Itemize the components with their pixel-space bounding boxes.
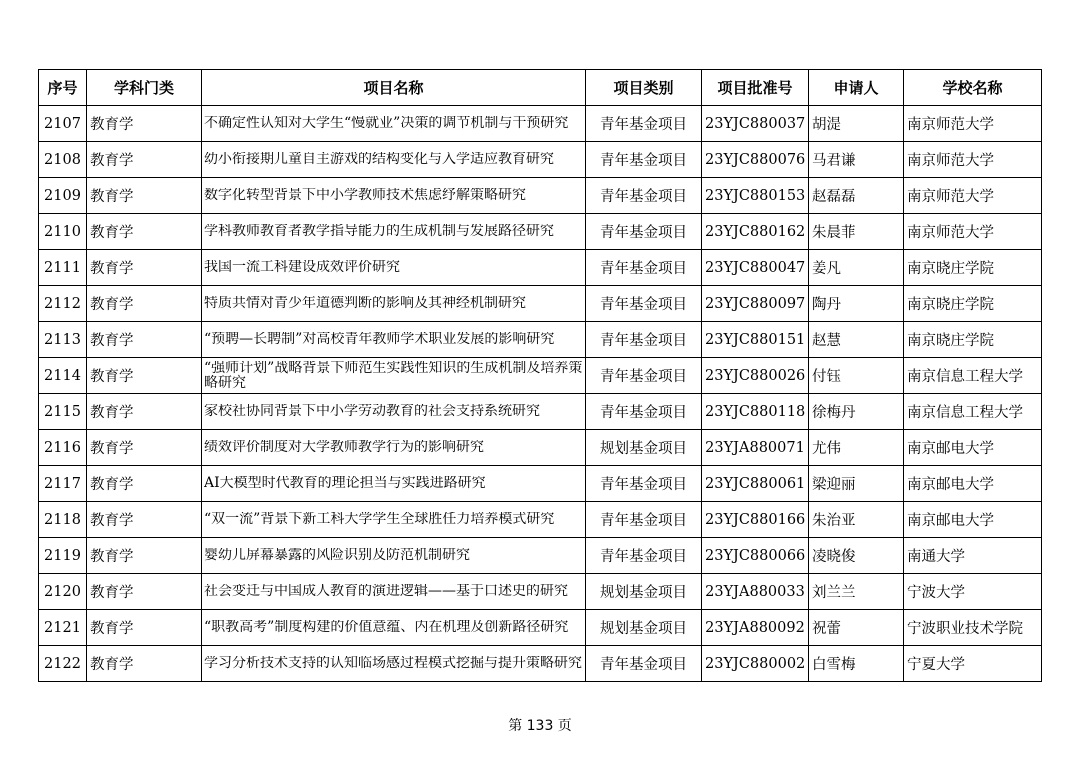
cell-code: 23YJC880153 (702, 178, 809, 214)
cell-title (202, 646, 586, 682)
cell-title-text: 家校社协同背景下中小学劳动教育的社会支持系统研究 (204, 404, 540, 419)
cell-type: 青年基金项目 (586, 466, 702, 502)
cell-no: 2119 (39, 538, 87, 574)
cell-type: 规划基金项目 (586, 430, 702, 466)
cell-code: 23YJA880033 (702, 574, 809, 610)
cell-no: 2114 (39, 358, 87, 394)
table-row (39, 430, 1042, 466)
table-header-row (39, 70, 1042, 106)
table-row (39, 358, 1042, 394)
cell-code: 23YJA880092 (702, 610, 809, 646)
cell-applicant: 姜凡 (809, 250, 904, 286)
cell-no: 2110 (39, 214, 87, 250)
cell-discipline: 教育学 (87, 106, 202, 142)
cell-code: 23YJA880071 (702, 430, 809, 466)
cell-type: 青年基金项目 (586, 646, 702, 682)
table-row (39, 214, 1042, 250)
table-row (39, 394, 1042, 430)
cell-discipline: 教育学 (87, 286, 202, 322)
cell-title-text: “强师计划”战略背景下师范生实践性知识的生成机制及培养策略研究 (204, 360, 583, 391)
cell-discipline: 教育学 (87, 610, 202, 646)
cell-school: 南京邮电大学 (904, 502, 1042, 538)
cell-type: 青年基金项目 (586, 142, 702, 178)
cell-title-text: 不确定性认知对大学生“慢就业”决策的调节机制与干预研究 (204, 116, 569, 131)
cell-title-text: AI大模型时代教育的理论担当与实践进路研究 (204, 476, 486, 491)
cell-discipline: 教育学 (87, 322, 202, 358)
cell-no: 2111 (39, 250, 87, 286)
cell-school: 宁夏大学 (904, 646, 1042, 682)
header-no: 序号 (39, 70, 87, 106)
cell-applicant: 尤伟 (809, 430, 904, 466)
cell-applicant: 陶丹 (809, 286, 904, 322)
cell-school: 宁波职业技术学院 (904, 610, 1042, 646)
cell-school: 南京晓庄学院 (904, 322, 1042, 358)
cell-school: 南京信息工程大学 (904, 358, 1042, 394)
cell-school: 南京邮电大学 (904, 430, 1042, 466)
cell-applicant: 徐梅丹 (809, 394, 904, 430)
cell-type: 青年基金项目 (586, 394, 702, 430)
header-discipline: 学科门类 (87, 70, 202, 106)
cell-type: 青年基金项目 (586, 286, 702, 322)
header-title: 项目名称 (202, 70, 586, 106)
cell-applicant: 赵磊磊 (809, 178, 904, 214)
cell-no: 2118 (39, 502, 87, 538)
cell-discipline: 教育学 (87, 250, 202, 286)
table-row (39, 106, 1042, 142)
cell-discipline: 教育学 (87, 394, 202, 430)
cell-code: 23YJC880047 (702, 250, 809, 286)
cell-applicant: 朱晨菲 (809, 214, 904, 250)
table-row (39, 538, 1042, 574)
header-type: 项目类别 (586, 70, 702, 106)
table-row (39, 142, 1042, 178)
cell-school: 宁波大学 (904, 574, 1042, 610)
cell-title-text: 社会变迁与中国成人教育的演进逻辑——基于口述史的研究 (204, 584, 568, 599)
cell-school: 南通大学 (904, 538, 1042, 574)
cell-school: 南京师范大学 (904, 214, 1042, 250)
cell-title (202, 394, 586, 430)
cell-title (202, 502, 586, 538)
cell-school: 南京晓庄学院 (904, 250, 1042, 286)
cell-applicant: 赵慧 (809, 322, 904, 358)
cell-applicant: 胡湜 (809, 106, 904, 142)
cell-discipline: 教育学 (87, 538, 202, 574)
cell-title (202, 538, 586, 574)
cell-type: 青年基金项目 (586, 106, 702, 142)
cell-school: 南京晓庄学院 (904, 286, 1042, 322)
cell-title-text: “预聘—长聘制”对高校青年教师学术职业发展的影响研究 (204, 332, 555, 347)
cell-school: 南京信息工程大学 (904, 394, 1042, 430)
cell-no: 2113 (39, 322, 87, 358)
cell-no: 2117 (39, 466, 87, 502)
cell-discipline: 教育学 (87, 502, 202, 538)
cell-title (202, 178, 586, 214)
cell-title-text: 数字化转型背景下中小学教师技术焦虑纾解策略研究 (204, 188, 526, 203)
cell-code: 23YJC880066 (702, 538, 809, 574)
cell-type: 青年基金项目 (586, 214, 702, 250)
cell-title-text: 特质共情对青少年道德判断的影响及其神经机制研究 (204, 296, 526, 311)
table-row (39, 610, 1042, 646)
header-applicant: 申请人 (809, 70, 904, 106)
cell-applicant: 祝蕾 (809, 610, 904, 646)
cell-applicant: 付钰 (809, 358, 904, 394)
project-table-container (38, 69, 1041, 682)
cell-no: 2121 (39, 610, 87, 646)
cell-code: 23YJC880076 (702, 142, 809, 178)
cell-type: 青年基金项目 (586, 250, 702, 286)
cell-code: 23YJC880037 (702, 106, 809, 142)
cell-title (202, 358, 586, 394)
cell-no: 2120 (39, 574, 87, 610)
cell-applicant: 梁迎丽 (809, 466, 904, 502)
cell-discipline: 教育学 (87, 178, 202, 214)
cell-title-text: 我国一流工科建设成效评价研究 (204, 260, 400, 275)
cell-code: 23YJC880097 (702, 286, 809, 322)
cell-discipline: 教育学 (87, 358, 202, 394)
cell-discipline: 教育学 (87, 142, 202, 178)
cell-title-text: “职教高考”制度构建的价值意蕴、内在机理及创新路径研究 (204, 620, 569, 635)
cell-school: 南京师范大学 (904, 142, 1042, 178)
table-row (39, 178, 1042, 214)
table-row (39, 286, 1042, 322)
cell-code: 23YJC880002 (702, 646, 809, 682)
table-row (39, 502, 1042, 538)
cell-type: 青年基金项目 (586, 178, 702, 214)
cell-title-text: 绩效评价制度对大学教师教学行为的影响研究 (204, 440, 484, 455)
cell-code: 23YJC880026 (702, 358, 809, 394)
cell-title (202, 610, 586, 646)
header-school: 学校名称 (904, 70, 1042, 106)
cell-discipline: 教育学 (87, 574, 202, 610)
cell-title-text: 学科教师教育者教学指导能力的生成机制与发展路径研究 (204, 224, 554, 239)
page-number: 第 133 页 (508, 718, 572, 734)
cell-school: 南京邮电大学 (904, 466, 1042, 502)
cell-no: 2109 (39, 178, 87, 214)
cell-title (202, 250, 586, 286)
cell-code: 23YJC880118 (702, 394, 809, 430)
table-row (39, 322, 1042, 358)
cell-no: 2112 (39, 286, 87, 322)
cell-title (202, 466, 586, 502)
cell-no: 2115 (39, 394, 87, 430)
cell-applicant: 朱治亚 (809, 502, 904, 538)
table-row (39, 646, 1042, 682)
project-table (38, 69, 1042, 682)
cell-title (202, 430, 586, 466)
cell-no: 2116 (39, 430, 87, 466)
cell-title-text: 幼小衔接期儿童自主游戏的结构变化与入学适应教育研究 (204, 152, 554, 167)
cell-discipline: 教育学 (87, 214, 202, 250)
cell-code: 23YJC880162 (702, 214, 809, 250)
cell-title (202, 214, 586, 250)
cell-type: 规划基金项目 (586, 574, 702, 610)
cell-no: 2107 (39, 106, 87, 142)
cell-school: 南京师范大学 (904, 178, 1042, 214)
cell-title-text: 学习分析技术支持的认知临场感过程模式挖掘与提升策略研究 (204, 656, 582, 671)
cell-title-text: 婴幼儿屏幕暴露的风险识别及防范机制研究 (204, 548, 470, 563)
cell-no: 2108 (39, 142, 87, 178)
cell-applicant: 白雪梅 (809, 646, 904, 682)
table-row (39, 250, 1042, 286)
cell-type: 青年基金项目 (586, 358, 702, 394)
cell-discipline: 教育学 (87, 430, 202, 466)
cell-applicant: 凌晓俊 (809, 538, 904, 574)
cell-title-text: “双一流”背景下新工科大学学生全球胜任力培养模式研究 (204, 512, 555, 527)
cell-title (202, 106, 586, 142)
cell-code: 23YJC880151 (702, 322, 809, 358)
header-code: 项目批准号 (702, 70, 809, 106)
table-row (39, 466, 1042, 502)
cell-school: 南京师范大学 (904, 106, 1042, 142)
cell-discipline: 教育学 (87, 646, 202, 682)
cell-title (202, 142, 586, 178)
cell-code: 23YJC880166 (702, 502, 809, 538)
cell-applicant: 马君谦 (809, 142, 904, 178)
cell-applicant: 刘兰兰 (809, 574, 904, 610)
cell-discipline: 教育学 (87, 466, 202, 502)
cell-title (202, 286, 586, 322)
table-row (39, 574, 1042, 610)
table-body (39, 106, 1042, 682)
cell-code: 23YJC880061 (702, 466, 809, 502)
cell-type: 规划基金项目 (586, 610, 702, 646)
cell-type: 青年基金项目 (586, 502, 702, 538)
cell-title (202, 574, 586, 610)
cell-type: 青年基金项目 (586, 322, 702, 358)
cell-type: 青年基金项目 (586, 538, 702, 574)
cell-title (202, 322, 586, 358)
cell-no: 2122 (39, 646, 87, 682)
